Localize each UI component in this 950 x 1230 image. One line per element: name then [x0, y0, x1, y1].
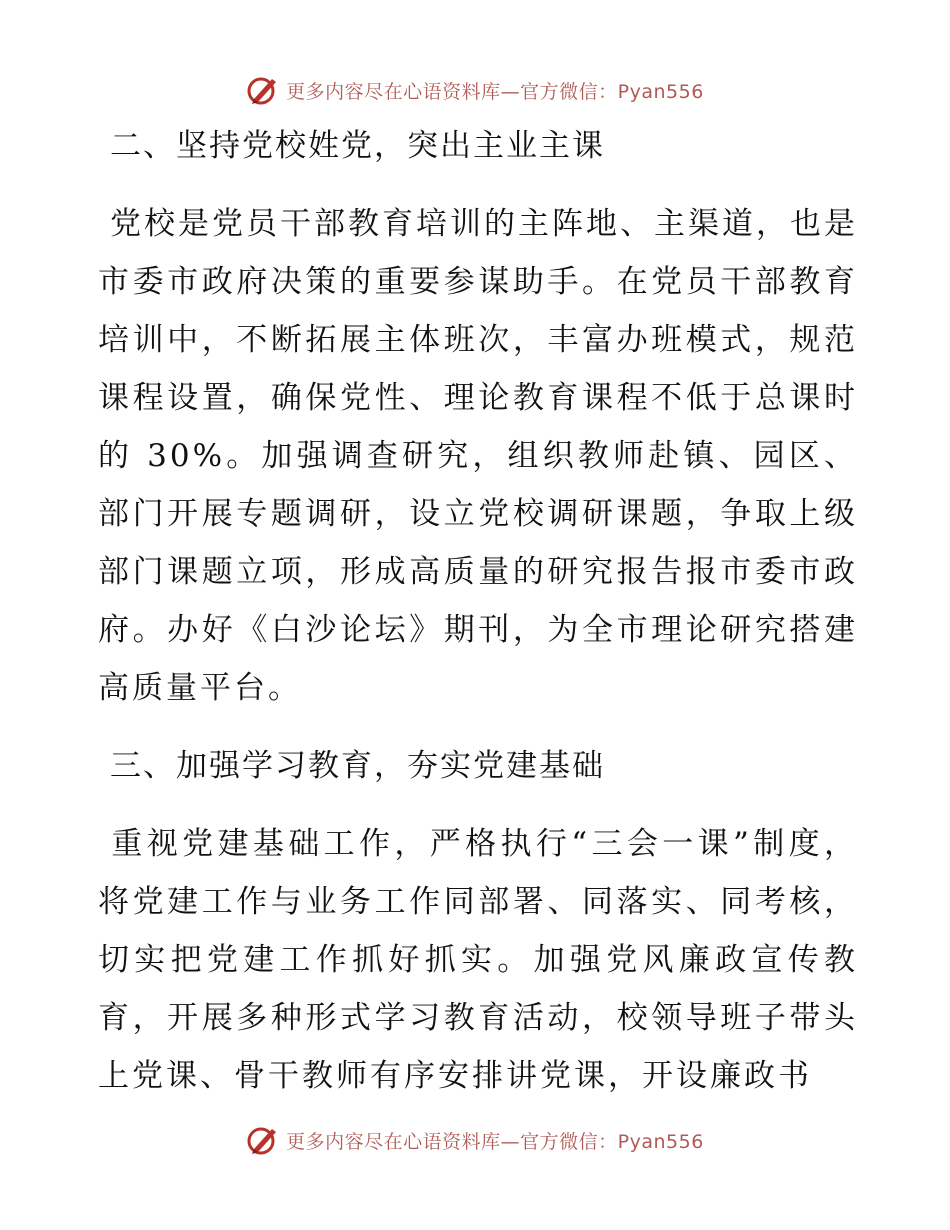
section-paragraph-3: 重视党建基础工作，严格执行“三会一课”制度，将党建工作与业务工作同部署、同落实、同考核，切实把党建工作抓好抓实。加强党风廉政宣传教育，开展多种形式学习教育活动，校领导班子带头上党课、骨干教师有序安排讲党课，开设廉政书 [98, 826, 858, 1094]
document-body [98, 117, 858, 1105]
watermark-banner-top [0, 70, 950, 110]
red-pen-logo-icon [246, 73, 280, 107]
watermark-banner-bottom [0, 1120, 950, 1160]
section-heading-3: 三、加强学习教育，夯实党建基础 [110, 748, 605, 784]
watermark-text: 更多内容尽在心语资料库—官方微信：Pyan556 [286, 80, 704, 103]
red-pen-logo-icon [246, 1123, 280, 1157]
section-paragraph-2: 党校是党员干部教育培训的主阵地、主渠道，也是市委市政府决策的重要参谋助手。在党员干部教育培训中，不断拓展主体班次，丰富办班模式，规范课程设置，确保党性、理论教育课程不低于总课时的 30%。加强调查研究，组织教师赴镇、园区、部门开展专题调研，设立党校调研课题，争取上级部门课题立项，形成高质量的研究报告报市委市政府。办好《白沙论坛》期刊，为全市理论研究搭建高质量平台。 [98, 206, 858, 706]
section-heading-2: 二、坚持党校姓党，突出主业主课 [110, 128, 605, 164]
watermark-text: 更多内容尽在心语资料库—官方微信：Pyan556 [286, 1130, 704, 1153]
